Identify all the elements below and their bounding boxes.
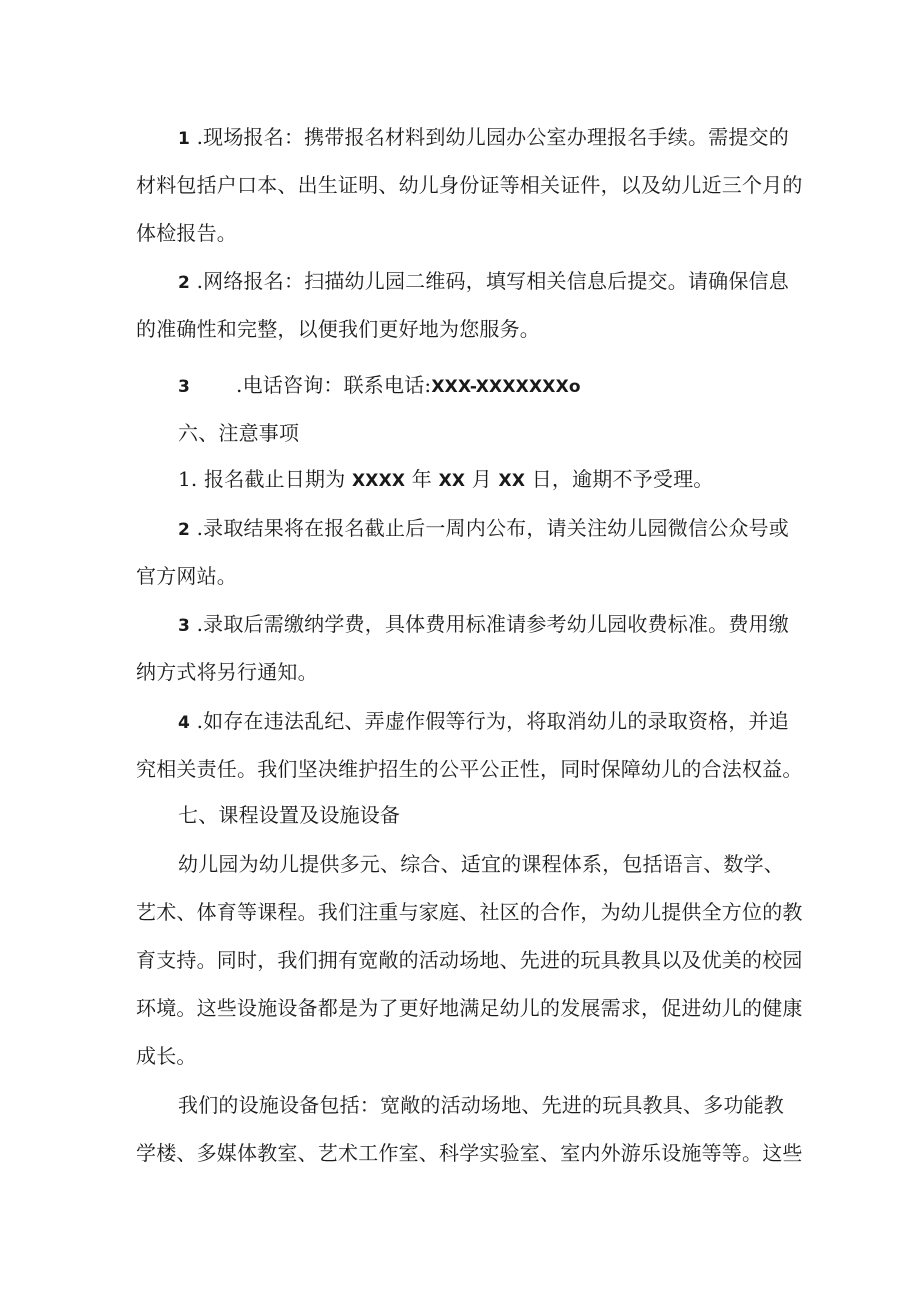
- item-number: 3: [178, 616, 191, 636]
- item-text: .现场报名：携带报名材料到幼儿园办公室办理报名手续。需提交的: [190, 125, 789, 149]
- item-number: 4: [178, 713, 191, 733]
- paragraph-1-line-2: 艺术、体育等课程。我们注重与家庭、社区的合作，为幼儿提供全方位的教: [136, 900, 803, 924]
- item-text: .网络报名：扫描幼儿园二维码，填写相关信息后提交。请确保信息: [190, 269, 789, 293]
- note-text: 日，逾期不予受理。: [525, 467, 714, 491]
- deadline-day: XX: [498, 471, 526, 491]
- deadline-month: XX: [438, 471, 466, 491]
- item-3-line-1: [178, 372, 581, 400]
- note-text: 月: [465, 467, 499, 491]
- deadline-year: XXXX: [352, 471, 406, 491]
- section-heading-notes: 六、注意事项: [178, 421, 300, 445]
- paragraph-1-line-3: 育支持。同时，我们拥有宽敞的活动场地、先进的玩具教具以及优美的校园: [136, 948, 803, 972]
- note-text: 年: [405, 467, 439, 491]
- item-text: .如存在违法乱纪、弄虚作假等行为，将取消幼儿的录取资格，并追: [190, 709, 789, 733]
- item-1-line-3: 体检报告。: [136, 221, 237, 245]
- paragraph-1-line-5: 成长。: [136, 1044, 197, 1068]
- item-number: 1: [178, 129, 191, 149]
- item-number: 3: [178, 377, 191, 397]
- note-1: [178, 466, 714, 494]
- item-text: .录取后需缴纳学费，具体费用标准请参考幼儿园收费标准。费用缴: [190, 612, 789, 636]
- note-2-line-1: [178, 515, 789, 543]
- item-1-line-1: [178, 124, 789, 152]
- note-text: 1. 报名截止日期为: [178, 467, 352, 491]
- item-2-line-1: [178, 268, 789, 296]
- paragraph-1-line-4: 环境。这些设施设备都是为了更好地满足幼儿的发展需求，促进幼儿的健康: [136, 996, 803, 1020]
- paragraph-2-line-2: 学楼、多媒体教室、艺术工作室、科学实验室、室内外游乐设施等等。这些: [136, 1141, 803, 1165]
- note-3-line-2: 纳方式将另行通知。: [136, 660, 318, 684]
- item-2-line-2: 的准确性和完整，以便我们更好地为您服务。: [136, 317, 540, 341]
- note-2-line-2: 官方网站。: [136, 564, 237, 588]
- item-number: 2: [178, 273, 191, 293]
- section-heading-curriculum: 七、课程设置及设施设备: [178, 803, 401, 827]
- note-4-line-2: 究相关责任。我们坚决维护招生的公平公正性，同时保障幼儿的合法权益。: [136, 757, 803, 781]
- paragraph-2-line-1: 我们的设施设备包括：宽敞的活动场地、先进的玩具教具、多功能教: [178, 1093, 784, 1117]
- item-text: .电话咨询：联系电话:: [236, 373, 432, 397]
- paragraph-1-line-1: 幼儿园为幼儿提供多元、综合、适宜的课程体系，包括语言、数学、: [178, 852, 784, 876]
- note-3-line-1: [178, 611, 789, 639]
- note-4-line-1: [178, 708, 789, 736]
- item-number: 2: [178, 520, 191, 540]
- item-text: .录取结果将在报名截止后一周内公布，请关注幼儿园微信公众号或: [190, 516, 789, 540]
- phone-number: XXX-XXXXXXXo: [431, 377, 581, 397]
- item-1-line-2: 材料包括户口本、出生证明、幼儿身份证等相关证件，以及幼儿近三个月的: [136, 173, 803, 197]
